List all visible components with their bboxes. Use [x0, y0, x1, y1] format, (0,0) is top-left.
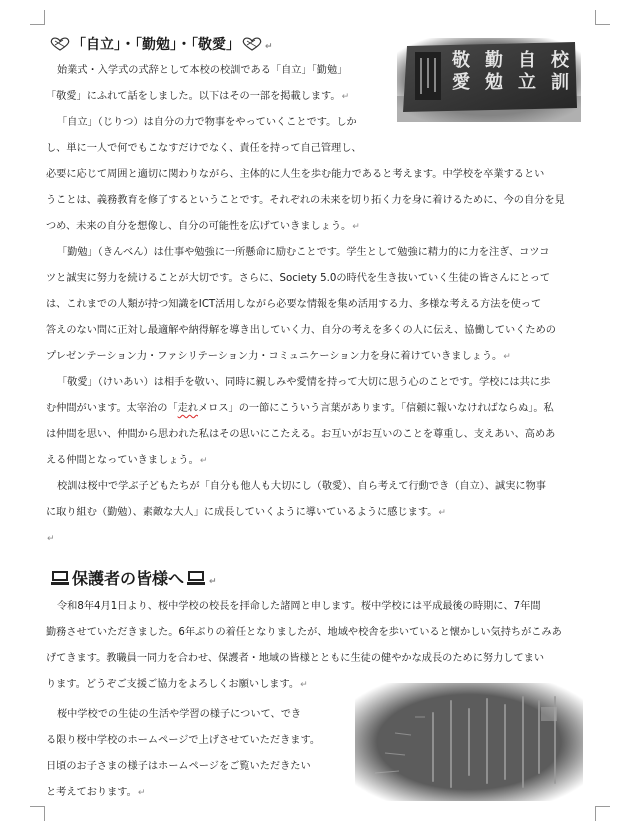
- motto-char: 校: [551, 50, 569, 71]
- motto-char: 勉: [485, 72, 503, 93]
- section2-heading-row: [48, 567, 217, 594]
- section1-heading: 「自立」・「勤勉」・「敬愛」: [72, 37, 240, 53]
- text-line: 校訓は桜中で学ぶ子どもたちが「自分も他人も大切にし（敬愛）、自ら考えて行動でき（自立）、誠実に物事: [57, 481, 546, 492]
- empty-line: ↵: [47, 534, 55, 544]
- text-line: 答えのない問に正対し最適解や納得解を導き出していく力、自分の考えを多くの人に伝え、協働していくための: [46, 325, 556, 336]
- paragraph-mark: ↵: [265, 42, 273, 52]
- section1-heading-row: [48, 33, 273, 59]
- section2-heading: 保護者の皆様へ: [72, 569, 185, 588]
- monitor-icon: [51, 570, 69, 586]
- text-line: む仲間がいます。太宰治の「走れメロス」の一節にこういう言葉があります。「信頼に報いなければならぬ」。私: [46, 403, 554, 414]
- text-line: ります。どうぞご支援ご協力をよろしくお願いします。↵: [46, 679, 308, 690]
- text-line: し、単に一人で何でもこなすだけでなく、責任を持って自己管理し、: [46, 143, 362, 154]
- text-line: 「敬愛」にふれて話をしました。以下はその一部を掲載します。↵: [46, 91, 350, 102]
- motto-char: 自: [518, 50, 536, 71]
- monitor-icon: [187, 570, 205, 586]
- heart-icon: [50, 37, 70, 51]
- section2-website-note: [46, 702, 346, 806]
- text-line: 「勤勉」（きんべん）は仕事や勉強に一所懸命に励むことです。学生として勉強に精力的に力を注ぎ、コツコ: [57, 247, 550, 258]
- crop-mark-top-left: [30, 10, 45, 25]
- text-line: 桜中学校での生徒の生活や学習の様子について、でき: [57, 709, 302, 720]
- text-line: と考えております。↵: [46, 787, 146, 798]
- text-line: げてきます。教職員一同力を合わせ、保護者・地域の皆様とともに生徒の健やかな成長のために努力してまい: [46, 653, 545, 664]
- text-line: は仲間を思い、仲間から思われた私はその思いにこたえる。お互いがお互いのことを尊重し、支えあい、高めあ: [46, 429, 556, 440]
- crop-mark-bottom-right: [595, 806, 610, 821]
- text-line: 「敬愛」（けいあい）は相手を敬い、同時に親しみや愛情を持って大切に思う心のことです。学校には共に歩: [57, 377, 551, 388]
- text-line: つめ、未来の自分を想像し、自分の可能性を広げていきましょう。↵: [46, 221, 360, 232]
- text-line: 勤務させていただきました。6年ぶりの着任となりましたが、地域や校舎を歩いていると懐かしい気持ちがこみあ: [46, 627, 562, 638]
- heart-icon: [242, 37, 262, 51]
- motto-char: 敬: [452, 50, 470, 71]
- crop-mark-bottom-left: [30, 806, 45, 821]
- text-line: 日頃のお子さまの様子はホームページをご覧いただきたい: [46, 761, 311, 772]
- section1-body: [46, 162, 594, 552]
- text-line: ツと誠実に努力を続けることが大切です。さらに、Society 5.0の時代を生き抜いていく生徒の皆さんにとって: [46, 273, 551, 284]
- text-line: 令和8年4月1日より、桜中学校の校長を拝命した諸岡と申します。桜中学校には平成最後の時期に、7年間: [57, 601, 541, 612]
- motto-char: 立: [518, 72, 536, 93]
- text-line: うことは、義務教育を修了するということです。それぞれの未来を切り拓く力を身に着けるために、今の自分を見: [46, 195, 565, 206]
- crop-mark-top-right: [595, 10, 610, 25]
- text-line: に取り組む（勤勉）、素敵な大人」に成長していくように導いているように感じます。↵: [46, 507, 446, 518]
- text-line: プレゼンテーション力・ファシリテーション力・コミュニケーション力を身に着けていきましょう。↵: [46, 351, 511, 362]
- text-line: る限り桜中学校のホームページで上げさせていただきます。: [46, 735, 321, 746]
- text-line: 必要に応じて周囲と適切に関わりながら、主体的に人生を歩む能力であると考えます。中学校を卒業するとい: [46, 169, 545, 180]
- text-line: は、これまでの人類が持つ知識をICT活用しながら必要な情報を集め活用する力、多様な考える方法を使って: [46, 299, 542, 310]
- motto-char: 訓: [551, 72, 569, 93]
- section1-intro: [46, 58, 594, 162]
- paragraph-mark: ↵: [209, 577, 217, 587]
- motto-char: 愛: [452, 72, 470, 93]
- motto-char: 勤: [485, 50, 503, 71]
- text-line: 始業式・入学式の式辞として本校の校訓である「自立」「勤勉」: [57, 65, 348, 76]
- spellcheck-underlined-word: 走れ: [177, 403, 198, 414]
- engraved-stone-tablet-photo: [355, 683, 583, 801]
- text-line: える仲間となっていきましょう。↵: [46, 455, 208, 466]
- text-line: 「自立」（じりつ）は自分の力で物事をやっていくことです。しか: [57, 117, 357, 128]
